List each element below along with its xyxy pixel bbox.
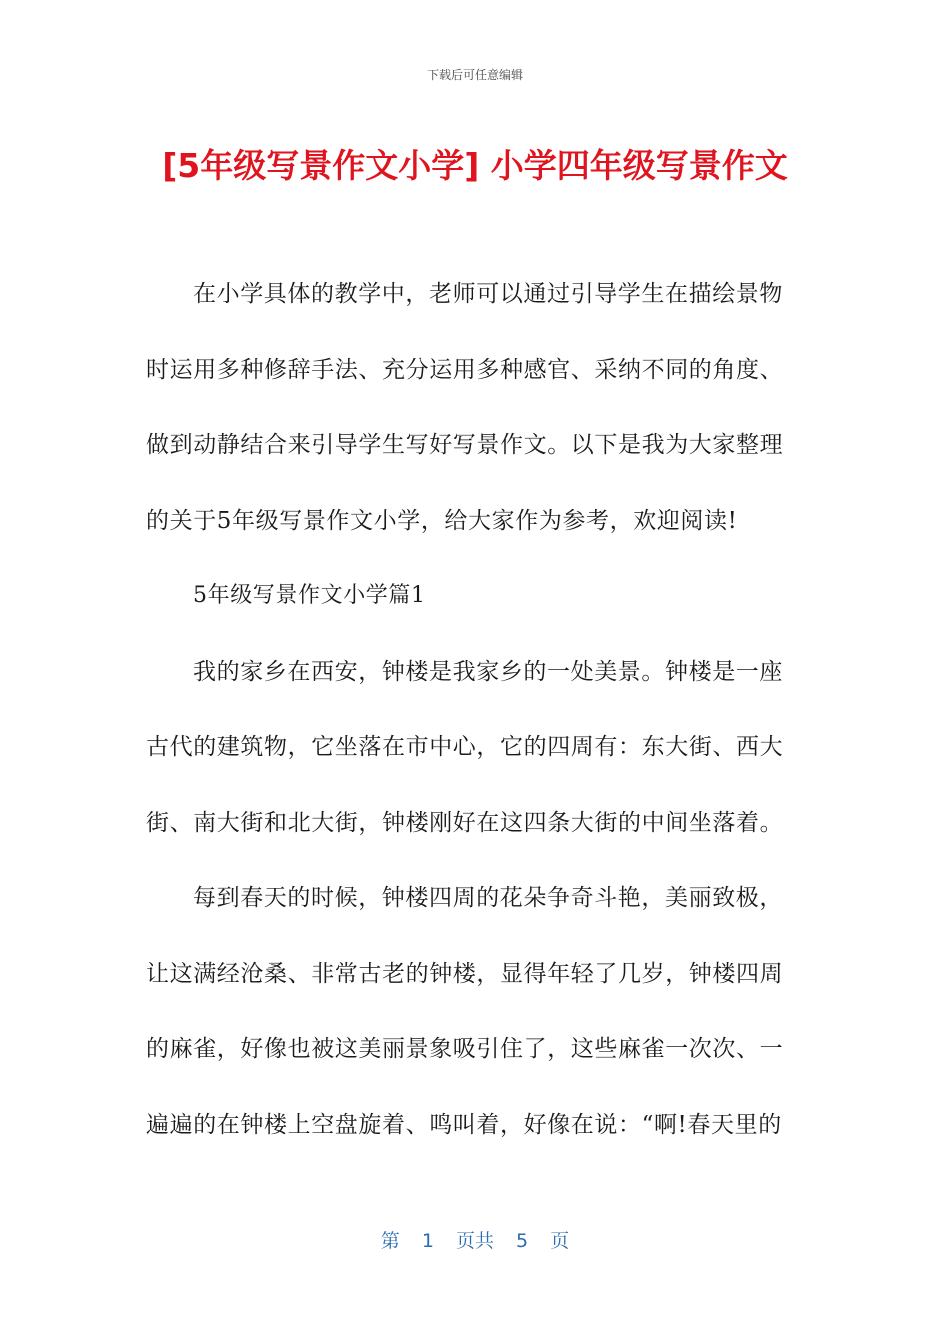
paragraph-line: 时运用多种修辞手法、充分运用多种感官、采纳不同的角度、 [146, 356, 784, 383]
paragraph-line: 做到动静结合来引导学生写好写景作文。以下是我为大家整理 [146, 432, 784, 458]
footer-suffix: 页 [550, 1230, 570, 1252]
paragraph-line: 遍遍的在钟楼上空盘旋着、鸣叫着，好像在说：“啊!春天里的 [146, 1111, 782, 1138]
paragraph-line: 古代的建筑物，它坐落在市中心，它的四周有：东大街、西大 [146, 734, 784, 760]
paragraph-line: 让这满经沧桑、非常古老的钟楼，显得年轻了几岁，钟楼四周 [146, 960, 784, 987]
paragraph-line: 每到春天的时候，钟楼四周的花朵争奇斗艳，美丽致极， [193, 885, 783, 911]
page-footer [0, 1226, 950, 1253]
paragraph-line: 我的家乡在西安，钟楼是我家乡的一处美景。钟楼是一座 [193, 658, 783, 685]
paragraph-line: 的关于5年级写景作文小学，给大家作为参考，欢迎阅读! [146, 507, 738, 534]
paragraph-line: 街、南大街和北大街，钟楼刚好在这四条大街的中间坐落着。 [146, 809, 784, 836]
footer-middle: 页共 [455, 1230, 494, 1252]
section-heading: 5年级写景作文小学篇1 [193, 583, 426, 608]
footer-prefix: 第 [380, 1230, 400, 1252]
document-body [146, 260, 806, 1166]
document-title: [5年级写景作文小学] 小学四年级写景作文 [162, 146, 788, 185]
paragraph-line: 的麻雀，好像也被这美丽景象吸引住了，这些麻雀一次次、一 [146, 1036, 784, 1062]
header-note: 下载后可任意编辑 [426, 68, 523, 82]
paragraph-line: 在小学具体的教学中，老师可以通过引导学生在描绘景物 [193, 281, 783, 307]
footer-total-pages: 5 [516, 1230, 529, 1252]
footer-page-number: 1 [421, 1230, 434, 1252]
